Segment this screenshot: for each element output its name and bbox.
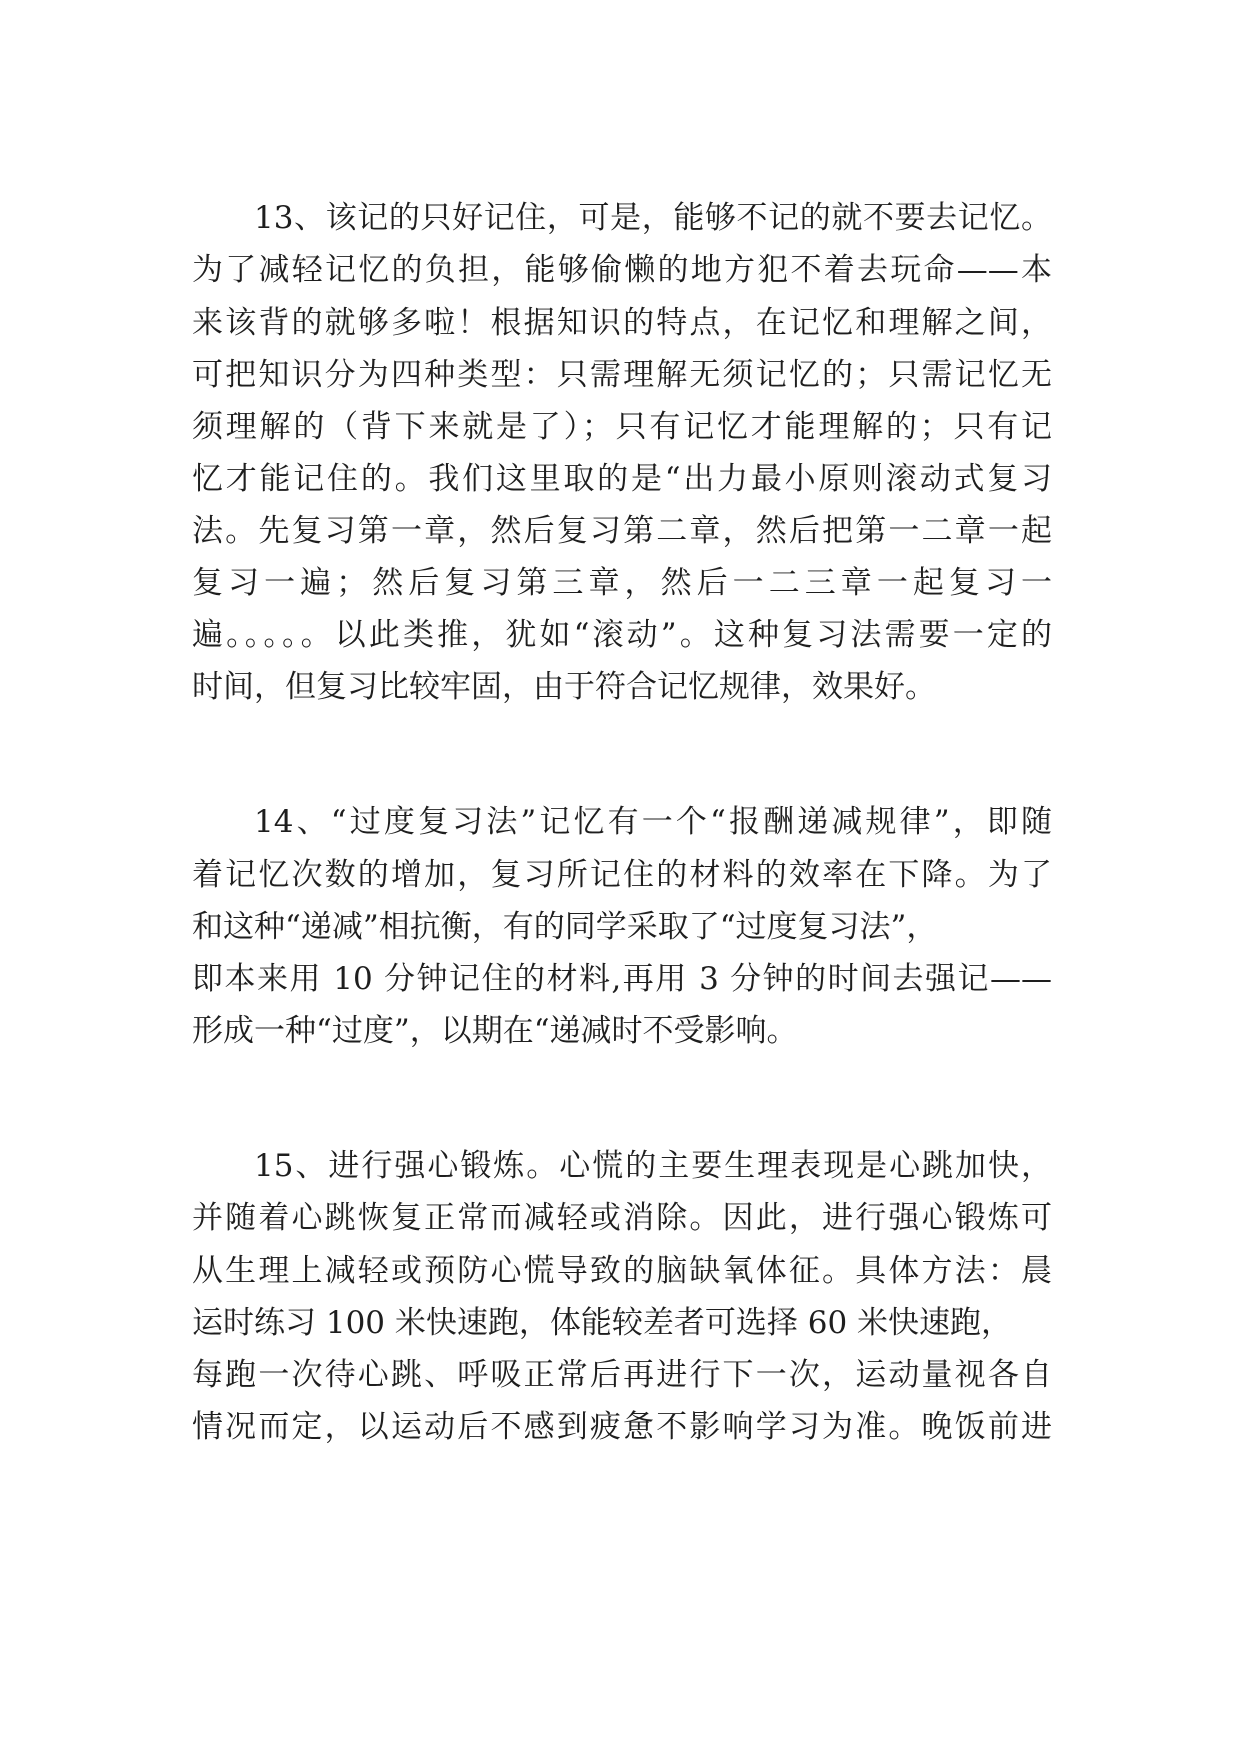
text-line: 从生理上减轻或预防心慌导致的脑缺氧体征。具体方法：晨 <box>192 1253 1052 1289</box>
text-line: 来该背的就够多啦！根据知识的特点，在记忆和理解之间， <box>192 305 1052 341</box>
text-line: 和这种“递减”相抗衡，有的同学采取了“过度复习法”， <box>192 909 938 945</box>
text-line: 每跑一次待心跳、呼吸正常后再进行下一次，运动量视各自 <box>192 1357 1052 1393</box>
text-line: 法。先复习第一章，然后复习第二章，然后把第一二章一起 <box>192 513 1052 549</box>
text-line: 可把知识分为四种类型：只需理解无须记忆的；只需记忆无 <box>192 357 1052 393</box>
text-line: 为了减轻记忆的负担，能够偷懒的地方犯不着去玩命——本 <box>192 252 1052 288</box>
text-line: 着记忆次数的增加，复习所记住的材料的效率在下降。为了 <box>192 857 1052 893</box>
text-line: 忆才能记住的。我们这里取的是“出力最小原则滚动式复习 <box>192 461 1052 497</box>
text-line: 须理解的（背下来就是了）；只有记忆才能理解的；只有记 <box>192 409 1052 445</box>
text-line: 遍。。。。。以此类推，犹如“滚动”。这种复习法需要一定的 <box>192 617 1052 653</box>
text-line: 复习一遍；然后复习第三章，然后一二三章一起复习一 <box>192 565 1052 601</box>
text-line: 形成一种“过度”，以期在“递减时不受影响。 <box>192 1013 798 1049</box>
text-line: 情况而定，以运动后不感到疲惫不影响学习为准。晚饭前进 <box>192 1409 1052 1445</box>
text-line: 并随着心跳恢复正常而减轻或消除。因此，进行强心锻炼可 <box>192 1200 1052 1236</box>
text-line: 时间，但复习比较牢固，由于符合记忆规律，效果好。 <box>192 669 936 705</box>
text-line: 13、该记的只好记住，可是，能够不记的就不要去记忆。 <box>254 200 1052 236</box>
text-line: 即本来用 10 分钟记住的材料,再用 3 分钟的时间去强记—— <box>192 961 1052 997</box>
text-line: 14、“过度复习法”记忆有一个“报酬递减规律”，即随 <box>254 804 1052 840</box>
text-line: 运时练习 100 米快速跑，体能较差者可选择 60 米快速跑， <box>192 1305 1013 1341</box>
text-line: 15、进行强心锻炼。心慌的主要生理表现是心跳加快， <box>254 1148 1052 1184</box>
